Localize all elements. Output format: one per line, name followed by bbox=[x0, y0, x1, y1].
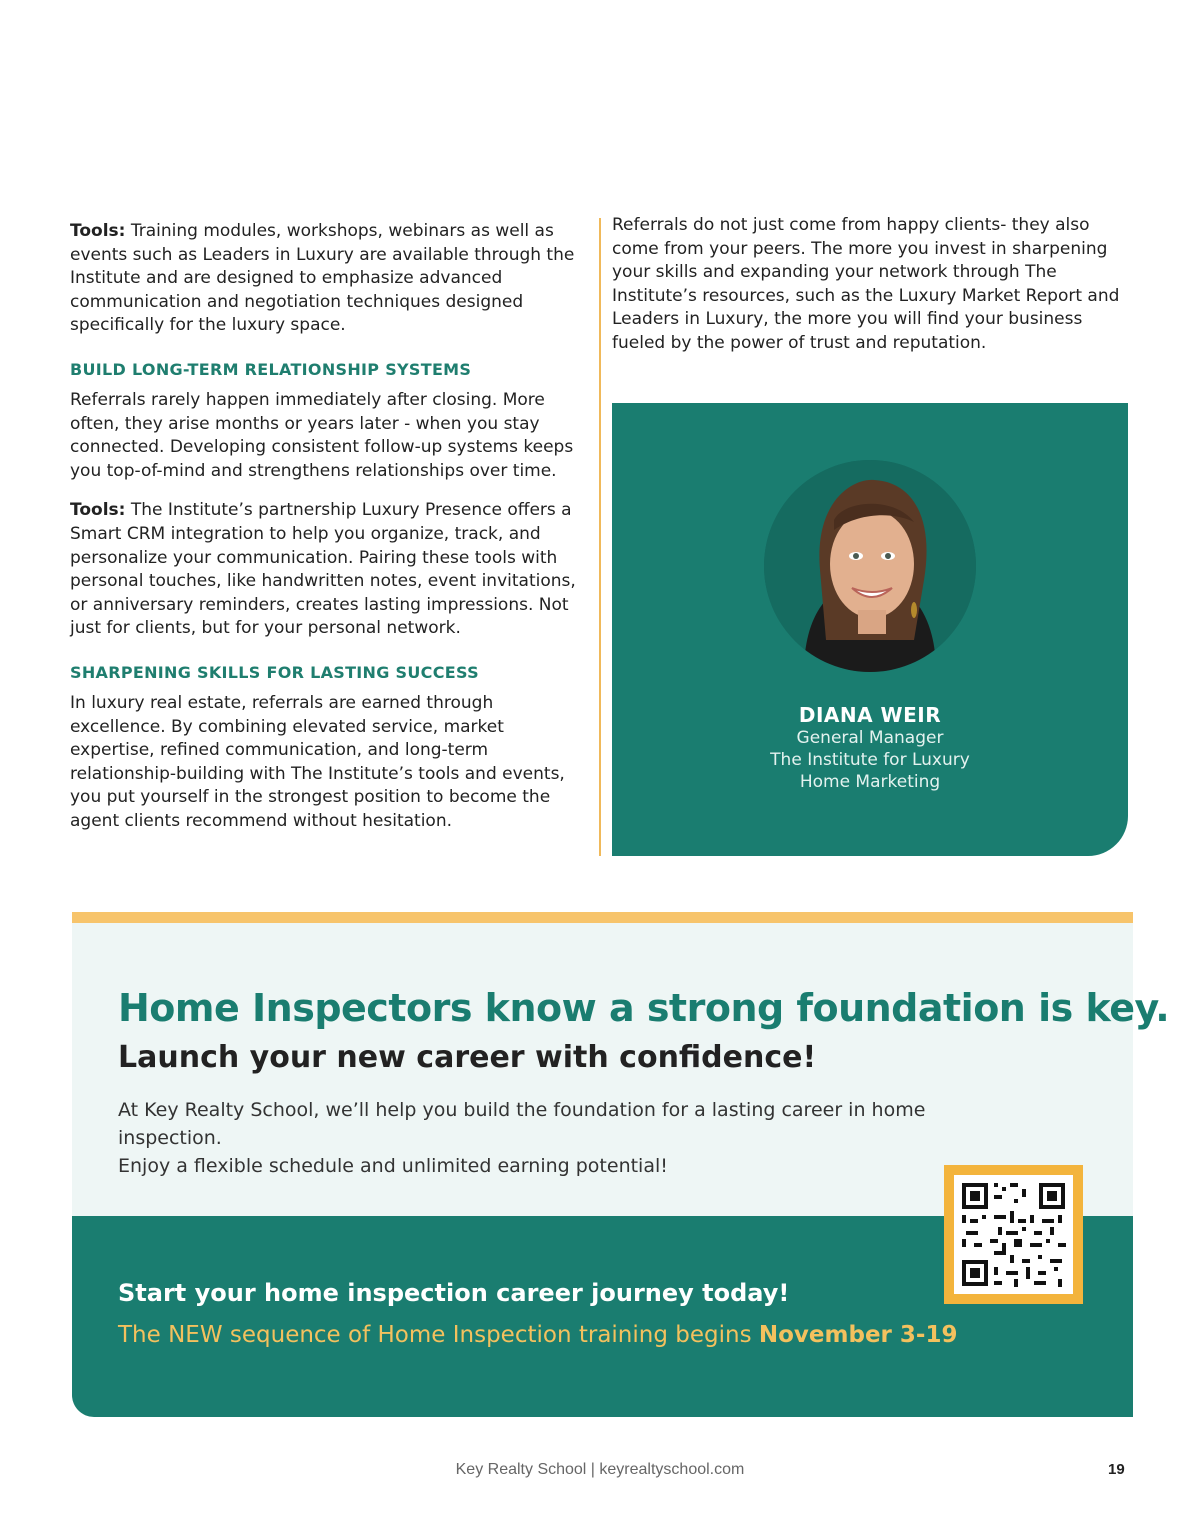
footer-text: Key Realty School | keyrealtyschool.com bbox=[455, 1461, 745, 1478]
ad-body bbox=[118, 1096, 1018, 1180]
relationships-paragraph: Referrals rarely happen immediately after closing. More often, they arise months or years later - when you stay connected. Developing consistent follow-up systems keeps you top-of-mind and strengthens relationships over time. bbox=[70, 389, 574, 481]
right-column bbox=[612, 214, 1137, 372]
tools-paragraph-2 bbox=[70, 499, 590, 641]
skills-paragraph: In luxury real estate, referrals are earned through excellence. By combining elevated service, market expertise, refined communication, and long-term relationship-building with The Institute’s tools and events, you put yourself in the strongest position to become the agent clients recommend without hesitation. bbox=[70, 692, 565, 831]
tools-text: Training modules, workshops, webinars as well as events such as Leaders in Luxury are available through the Institute and are designed to emphasize advanced communication and negotiation techniques designed specifically for the luxury space. bbox=[70, 221, 575, 336]
ad-body-line2: Enjoy a flexible schedule and unlimited earning potential! bbox=[118, 1155, 668, 1177]
left-column bbox=[70, 220, 590, 849]
ad-dates-bold: November 3-19 bbox=[758, 1322, 958, 1348]
profile-org-line1: The Institute for Luxury bbox=[770, 750, 970, 770]
ad-cta: Start your home inspection career journey today! bbox=[118, 1279, 790, 1307]
profile-name: DIANA WEIR bbox=[798, 703, 942, 727]
ad-body-line1: At Key Realty School, we’ll help you build the foundation for a lasting career in home inspection. bbox=[118, 1099, 926, 1149]
ad-dates-prefix: The NEW sequence of Home Inspection training begins bbox=[118, 1322, 759, 1348]
ad-dates bbox=[118, 1322, 957, 1348]
page-number: 19 bbox=[1108, 1461, 1125, 1478]
ad-subheadline: Launch your new career with confidence! bbox=[118, 1040, 817, 1075]
qr-code-icon[interactable] bbox=[954, 1175, 1073, 1294]
portrait-illustration bbox=[764, 460, 976, 672]
ad-headline: Home Inspectors know a strong foundation is key. bbox=[118, 986, 1170, 1030]
qr-code-graphic bbox=[954, 1175, 1073, 1294]
heading-sharpening-skills: SHARPENING SKILLS FOR LASTING SUCCESS bbox=[70, 662, 479, 682]
profile-card bbox=[612, 403, 1128, 856]
tools-label: Tools: bbox=[70, 500, 126, 521]
tools-paragraph-1 bbox=[70, 220, 590, 338]
heading-relationship-systems: BUILD LONG-TERM RELATIONSHIP SYSTEMS bbox=[70, 359, 472, 379]
column-divider bbox=[599, 218, 601, 856]
profile-photo bbox=[764, 460, 976, 672]
referrals-paragraph: Referrals do not just come from happy clients- they also come from your peers. The more you invest in sharpening your skills and expanding your network through The Institute’s resources, such as the Luxury Market Report and Leaders in Luxury, the more you will find your business fueled by the power of trust and reputation. bbox=[612, 215, 1120, 353]
profile-title: General Manager bbox=[796, 728, 944, 748]
ad-top-bar bbox=[72, 912, 1133, 923]
tools-text: The Institute’s partnership Luxury Presence offers a Smart CRM integration to help you organize, track, and personalize your communication. Pairing these tools with personal touches, like handwritten notes, event invitations, or anniversary reminders, creates lasting impressions. Not just for clients, but for your personal network. bbox=[70, 500, 576, 639]
tools-label: Tools: bbox=[70, 221, 126, 241]
profile-org-line2: Home Marketing bbox=[799, 772, 941, 792]
qr-code-frame[interactable] bbox=[944, 1165, 1083, 1304]
